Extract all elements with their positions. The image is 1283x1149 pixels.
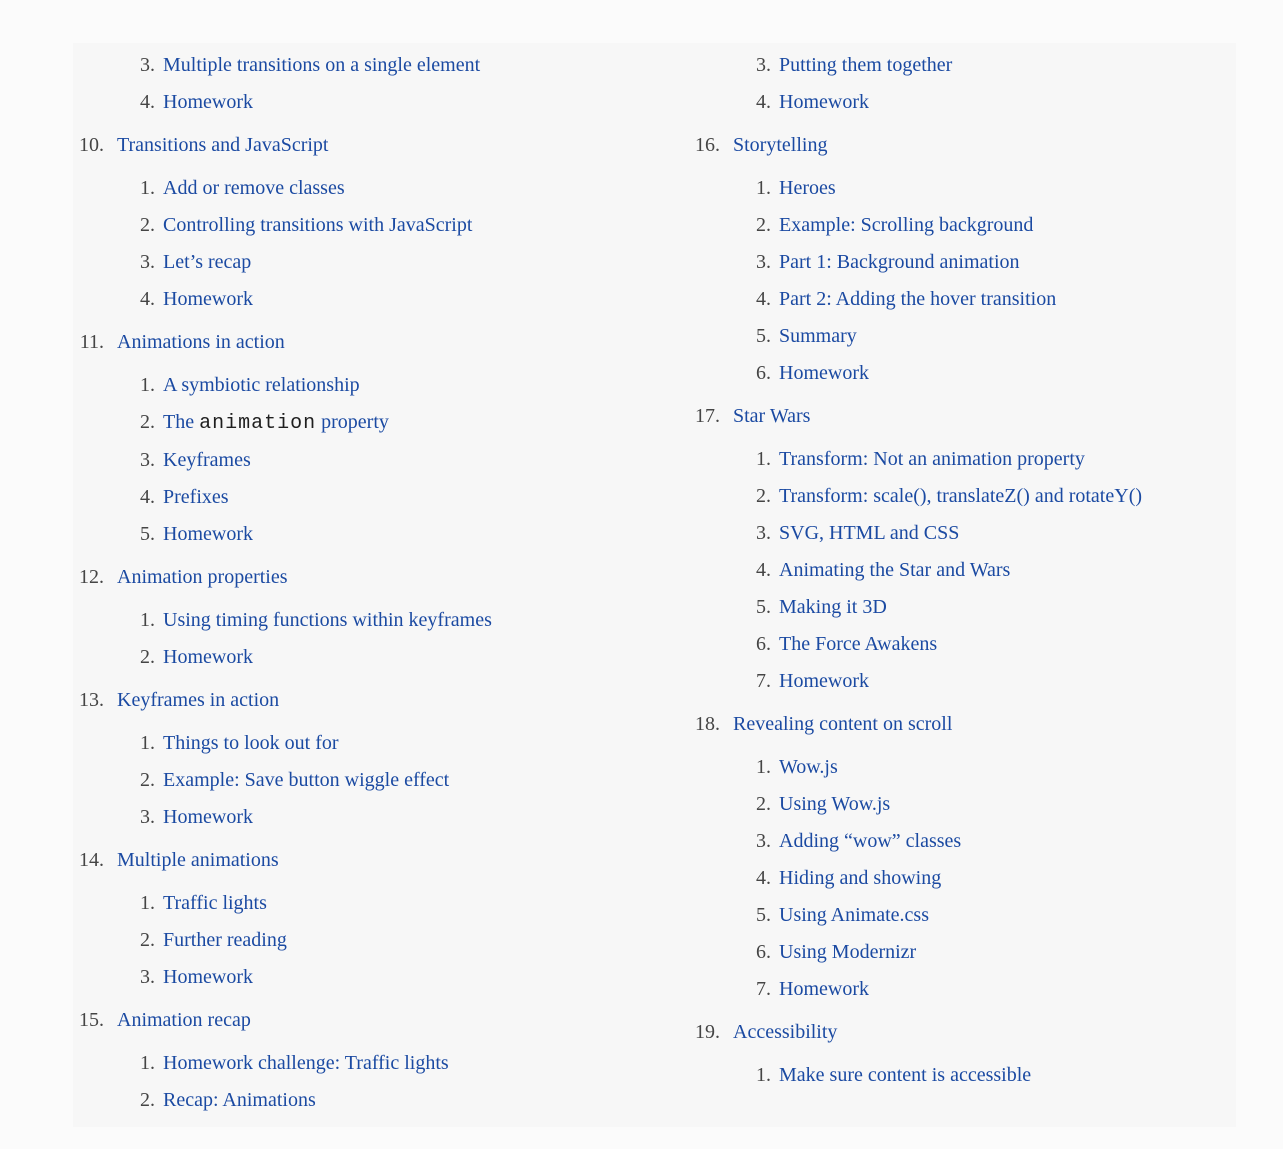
toc-entry-number: 5. — [140, 523, 155, 545]
toc-entry-number: 4. — [756, 91, 771, 113]
toc-entry — [689, 897, 1236, 934]
toc-entry-number: 4. — [140, 288, 155, 310]
toc-link[interactable]: Make sure content is accessible — [779, 1064, 1032, 1086]
toc-entry-number: 3. — [756, 522, 771, 544]
toc-entry-number: 3. — [140, 54, 155, 76]
toc-link[interactable]: Keyframes in action — [117, 689, 280, 711]
toc-link[interactable]: Part 2: Adding the hover transition — [779, 288, 1057, 310]
toc-link[interactable]: Prefixes — [163, 486, 229, 508]
toc-entry — [689, 626, 1236, 663]
toc-entry-number: 1. — [756, 756, 771, 778]
toc-entry-number: 19. — [695, 1021, 720, 1043]
toc-link[interactable]: Transform: Not an animation property — [779, 448, 1085, 470]
toc-entry — [73, 281, 689, 318]
toc-entry-number: 4. — [756, 867, 771, 889]
toc-link[interactable] — [163, 404, 389, 442]
toc-link[interactable]: Homework — [163, 91, 253, 113]
toc-entry-number: 1. — [140, 732, 155, 754]
toc-entry-number: 2. — [140, 214, 155, 236]
toc-link[interactable]: Homework — [163, 966, 253, 988]
toc-entry — [73, 1082, 689, 1119]
toc-columns — [73, 43, 1236, 1119]
toc-entry-number: 4. — [756, 288, 771, 310]
toc-entry — [73, 324, 689, 361]
toc-link[interactable]: Homework — [163, 288, 253, 310]
toc-link[interactable]: Summary — [779, 325, 857, 347]
toc-entry — [689, 84, 1236, 121]
toc-entry-number: 2. — [756, 793, 771, 815]
toc-entry — [73, 1045, 689, 1082]
toc-entry — [73, 442, 689, 479]
toc-link[interactable]: Homework — [163, 523, 253, 545]
toc-entry-number: 5. — [756, 904, 771, 926]
toc-entry-number: 1. — [140, 177, 155, 199]
toc-entry-number: 5. — [756, 596, 771, 618]
toc-entry — [689, 823, 1236, 860]
toc-entry-number: 4. — [140, 91, 155, 113]
toc-entry — [73, 922, 689, 959]
toc-link[interactable]: Star Wars — [733, 405, 811, 427]
toc-entry-number: 3. — [756, 251, 771, 273]
toc-entry-number: 3. — [756, 54, 771, 76]
toc-entry-number: 1. — [756, 448, 771, 470]
toc-link[interactable]: Recap: Animations — [163, 1089, 316, 1111]
toc-entry — [689, 47, 1236, 84]
toc-entry-number: 12. — [79, 566, 104, 588]
inline-code: animation — [199, 412, 317, 435]
toc-link[interactable]: Part 1: Background animation — [779, 251, 1020, 273]
toc-entry-number: 4. — [756, 559, 771, 581]
toc-link[interactable]: Storytelling — [733, 134, 828, 156]
toc-entry — [73, 479, 689, 516]
toc-link[interactable]: Homework — [163, 646, 253, 668]
toc-entry-number: 2. — [140, 1089, 155, 1111]
toc-link[interactable]: Traffic lights — [163, 892, 267, 914]
toc-link[interactable]: The Force Awakens — [779, 633, 938, 655]
toc-entry — [73, 842, 689, 879]
toc-link[interactable]: Using Animate.css — [779, 904, 929, 926]
toc-link[interactable]: Accessibility — [733, 1021, 838, 1043]
toc-entry-number: 3. — [756, 830, 771, 852]
toc-entry — [689, 170, 1236, 207]
toc-link-text: property — [316, 411, 389, 433]
toc-link[interactable]: Animation recap — [117, 1009, 251, 1031]
toc-link[interactable]: Multiple transitions on a single element — [163, 54, 481, 76]
toc-entry-number: 1. — [140, 374, 155, 396]
toc-link-text: The — [163, 411, 200, 433]
toc-entry — [73, 170, 689, 207]
toc-link[interactable]: Homework — [779, 978, 869, 1000]
toc-entry-number: 1. — [140, 609, 155, 631]
toc-entry-number: 6. — [756, 633, 771, 655]
toc-link[interactable]: Further reading — [163, 929, 287, 951]
toc-entry — [73, 602, 689, 639]
toc-entry-number: 18. — [695, 713, 720, 735]
toc-entry-number: 1. — [756, 177, 771, 199]
toc-entry — [689, 663, 1236, 700]
toc-entry — [73, 959, 689, 996]
toc-entry — [689, 355, 1236, 392]
toc-entry — [689, 749, 1236, 786]
toc-entry-number: 3. — [140, 251, 155, 273]
toc-entry — [689, 706, 1236, 743]
toc-entry — [689, 860, 1236, 897]
toc-entry-number: 17. — [695, 405, 720, 427]
toc-link[interactable]: Add or remove classes — [163, 177, 345, 199]
toc-entry — [689, 934, 1236, 971]
toc-link[interactable]: A symbiotic relationship — [163, 374, 360, 396]
toc-column — [73, 47, 689, 1119]
toc-entry — [73, 127, 689, 164]
toc-entry-number: 3. — [140, 806, 155, 828]
toc-entry — [689, 1057, 1236, 1094]
toc-entry — [689, 318, 1236, 355]
toc-entry — [689, 478, 1236, 515]
toc-entry — [689, 786, 1236, 823]
toc-entry-number: 3. — [140, 966, 155, 988]
toc-entry — [73, 47, 689, 84]
toc-entry-number: 2. — [140, 929, 155, 951]
toc-entry — [73, 725, 689, 762]
toc-link[interactable]: Homework — [779, 362, 869, 384]
toc-link[interactable]: Animation properties — [117, 566, 288, 588]
toc-entry-number: 13. — [79, 689, 104, 711]
toc-entry-number: 1. — [140, 1052, 155, 1074]
toc-entry — [689, 441, 1236, 478]
toc-link[interactable]: Wow.js — [779, 756, 838, 778]
toc-entry — [73, 682, 689, 719]
toc-link[interactable]: Homework — [779, 91, 869, 113]
toc-link[interactable]: Homework — [779, 670, 869, 692]
toc-link[interactable]: Heroes — [779, 177, 836, 199]
toc-entry-number: 2. — [140, 646, 155, 668]
toc-link[interactable]: Homework — [163, 806, 253, 828]
toc-entry-number: 6. — [756, 941, 771, 963]
toc-entry — [73, 799, 689, 836]
toc-link[interactable]: Putting them together — [779, 54, 953, 76]
toc-entry — [689, 127, 1236, 164]
toc-entry-number: 2. — [756, 214, 771, 236]
toc-entry — [73, 367, 689, 404]
toc-link[interactable]: Example: Scrolling background — [779, 214, 1034, 236]
toc-link[interactable]: Making it 3D — [779, 596, 887, 618]
toc-link[interactable]: Revealing content on scroll — [733, 713, 953, 735]
toc-entry — [689, 398, 1236, 435]
toc-entry-number: 6. — [756, 362, 771, 384]
toc-entry — [689, 589, 1236, 626]
toc-entry — [73, 1002, 689, 1039]
toc-entry-number: 2. — [756, 485, 771, 507]
toc-link[interactable]: Homework challenge: Traffic lights — [163, 1052, 449, 1074]
toc-entry — [73, 516, 689, 553]
toc-link[interactable]: Animations in action — [117, 331, 285, 353]
toc-entry — [73, 84, 689, 121]
toc-link[interactable]: Using Modernizr — [779, 941, 917, 963]
toc-entry — [689, 971, 1236, 1008]
toc-entry — [73, 639, 689, 676]
toc-entry-number: 1. — [140, 892, 155, 914]
toc-entry — [689, 207, 1236, 244]
toc-link[interactable]: Multiple animations — [117, 849, 279, 871]
toc-entry-number: 1. — [756, 1064, 771, 1086]
toc-entry — [73, 404, 689, 442]
toc-link[interactable]: Hiding and showing — [779, 867, 942, 889]
toc-entry-number: 7. — [756, 670, 771, 692]
toc-entry — [73, 207, 689, 244]
toc-entry-number: 15. — [79, 1009, 104, 1031]
toc-link[interactable]: Things to look out for — [163, 732, 339, 754]
toc-entry-number: 2. — [140, 769, 155, 791]
toc-entry — [73, 559, 689, 596]
toc-link[interactable]: Animating the Star and Wars — [779, 559, 1011, 581]
toc-entry — [73, 885, 689, 922]
toc-entry-number: 7. — [756, 978, 771, 1000]
toc-link[interactable]: Keyframes — [163, 449, 251, 471]
toc-link[interactable]: SVG, HTML and CSS — [779, 522, 960, 544]
toc-container — [73, 43, 1236, 1127]
toc-link[interactable]: Example: Save button wiggle effect — [163, 769, 450, 791]
toc-entry — [689, 281, 1236, 318]
toc-entry — [689, 515, 1236, 552]
toc-link[interactable]: Transform: scale(), translateZ() and rotateY() — [779, 485, 1143, 507]
toc-entry-number: 16. — [695, 134, 720, 156]
toc-entry-number: 14. — [79, 849, 104, 871]
toc-entry-number: 11. — [79, 331, 104, 353]
toc-link[interactable]: Adding “wow” classes — [779, 830, 962, 852]
toc-entry-number: 3. — [140, 449, 155, 471]
toc-entry-number: 5. — [756, 325, 771, 347]
toc-entry-number: 10. — [79, 134, 104, 156]
toc-entry — [73, 762, 689, 799]
toc-entry — [689, 244, 1236, 281]
toc-entry-number: 2. — [140, 411, 155, 433]
toc-link[interactable]: Using timing functions within keyframes — [163, 609, 492, 631]
toc-link[interactable]: Using Wow.js — [779, 793, 891, 815]
toc-entry — [689, 1014, 1236, 1051]
toc-column — [689, 47, 1236, 1119]
toc-entry — [73, 244, 689, 281]
toc-link[interactable]: Let’s recap — [163, 251, 252, 273]
toc-entry-number: 4. — [140, 486, 155, 508]
toc-link[interactable]: Transitions and JavaScript — [117, 134, 329, 156]
toc-link[interactable]: Controlling transitions with JavaScript — [163, 214, 473, 236]
toc-entry — [689, 552, 1236, 589]
